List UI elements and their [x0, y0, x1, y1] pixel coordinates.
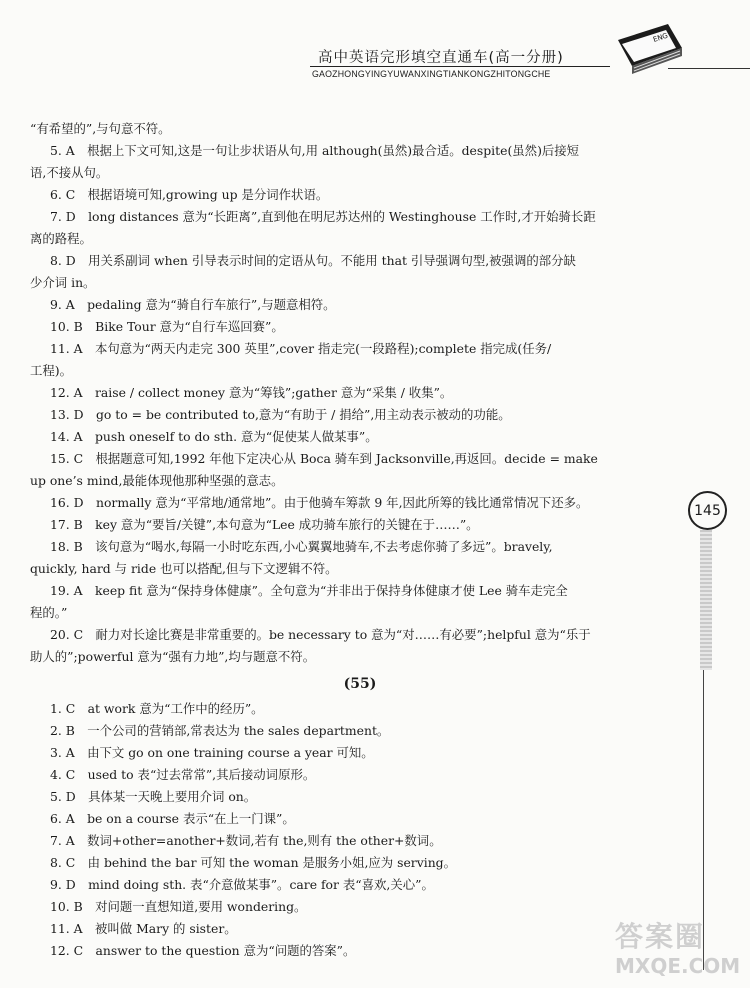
- answer-line: quickly, hard 与 ride 也可以搭配,但与下文逻辑不符。: [30, 561, 338, 576]
- answer-line: 7. A 数词+other=another+数词,若有 the,则有 the other+数词。: [50, 833, 442, 848]
- answer-line: 16. D normally 意为“平常地/通常地”。由于他骑车筹款 9 年,因此所筹的钱比通常情况下还多。: [50, 495, 589, 510]
- answer-line: 8. C 由 behind the bar 可知 the woman 是服务小姐,应为 serving。: [50, 855, 456, 870]
- answer-line: 15. C 根据题意可知,1992 年他下定决心从 Boca 骑车到 Jacksonville,再返回。decide = make: [50, 451, 598, 466]
- answer-line: up one’s mind,最能体现他那种坚强的意志。: [30, 473, 284, 488]
- answer-line: 5. D 具体某一天晚上要用介词 on。: [50, 789, 257, 804]
- page-number: 145: [688, 491, 727, 530]
- answer-line: 2. B 一个公司的营销部,常表达为 the sales department。: [50, 723, 390, 738]
- answer-line: 18. B 该句意为“喝水,每隔一小时吃东西,小心翼翼地骑车,不去考虑你骑了多远”。bravely,: [50, 539, 553, 554]
- watermark-cn: 答案圈: [615, 920, 706, 953]
- answer-line: 5. A 根据上下文可知,这是一句让步状语从句,用 although(虽然)最合适。despite(虽然)后接短: [50, 143, 580, 158]
- answer-line: 14. A push oneself to do sth. 意为“促使某人做某事”。: [50, 429, 378, 444]
- answer-line: 程的。”: [30, 605, 68, 620]
- svg-text:ENG: ENG: [652, 31, 669, 44]
- answer-line: 离的路程。: [30, 231, 92, 246]
- answer-line: 助人的”;powerful 意为“强有力地”,均与题意不符。: [30, 649, 316, 664]
- header-right-line: [668, 68, 750, 69]
- answer-line: 13. D go to = be contributed to,意为“有助于 / 捐给”,用主动表示被动的功能。: [50, 407, 511, 422]
- answer-line: 3. A 由下文 go on one training course a year 可知。: [50, 745, 374, 760]
- section-heading: (55): [343, 676, 377, 692]
- answer-line: 17. B key 意为“要旨/关键”,本句意为“Lee 成功骑车旅行的关键在于……”。: [50, 517, 479, 532]
- answer-line: 20. C 耐力对长途比赛是非常重要的。be necessary to 意为“对……有必要”;helpful 意为“乐于: [50, 627, 591, 642]
- answer-line: 4. C used to 表“过去常常”,其后接动词原形。: [50, 767, 316, 782]
- answer-line: 6. A be on a course 表示“在上一门课”。: [50, 811, 295, 826]
- header-rule: [310, 66, 610, 67]
- answer-line: 19. A keep fit 意为“保持身体健康”。全句意为“并非出于保持身体健康才使 Lee 骑车走完全: [50, 583, 568, 598]
- header-subtitle: GAOZHONGYINGYUWANXINGTIANKONGZHITONGCHE: [312, 69, 551, 79]
- watermark: [615, 920, 745, 982]
- answer-line: 11. A 被叫做 Mary 的 sister。: [50, 921, 237, 936]
- answer-line: 8. D 用关系副词 when 引导表示时间的定语从句。不能用 that 引导强调句型,被强调的部分缺: [50, 253, 576, 268]
- side-margin-bar: [700, 530, 712, 670]
- answer-line: 12. C answer to the question 意为“问题的答案”。: [50, 943, 356, 958]
- answer-content: [30, 118, 690, 962]
- answer-line: 7. D long distances 意为“长距离”,直到他在明尼苏达州的 Westinghouse 工作时,才开始骑长距: [50, 209, 596, 224]
- answer-line: 1. C at work 意为“工作中的经历”。: [50, 701, 264, 716]
- answer-line: “有希望的”,与句意不符。: [30, 121, 171, 136]
- answer-line: 9. D mind doing sth. 表“介意做某事”。care for 表“喜欢,关心”。: [50, 877, 434, 892]
- answer-line: 10. B 对问题一直想知道,要用 wondering。: [50, 899, 307, 914]
- answer-line: 语,不接从句。: [30, 165, 109, 180]
- answer-line: 12. A raise / collect money 意为“筹钱”;gather 意为“采集 / 收集”。: [50, 385, 453, 400]
- answer-line: 11. A 本句意为“两天内走完 300 英里”,cover 指走完(一段路程);complete 指完成(任务/: [50, 341, 552, 356]
- watermark-url: MXQE.COM: [615, 954, 741, 978]
- answer-line: 6. C 根据语境可知,growing up 是分词作状语。: [50, 187, 329, 202]
- answer-line: 9. A pedaling 意为“骑自行车旅行”,与题意相符。: [50, 297, 336, 312]
- answer-line: 工程)。: [30, 363, 73, 378]
- answer-line: 10. B Bike Tour 意为“自行车巡回赛”。: [50, 319, 284, 334]
- answer-line: 少介词 in。: [30, 275, 96, 290]
- header-title: 高中英语完形填空直通车(高一分册): [318, 50, 564, 66]
